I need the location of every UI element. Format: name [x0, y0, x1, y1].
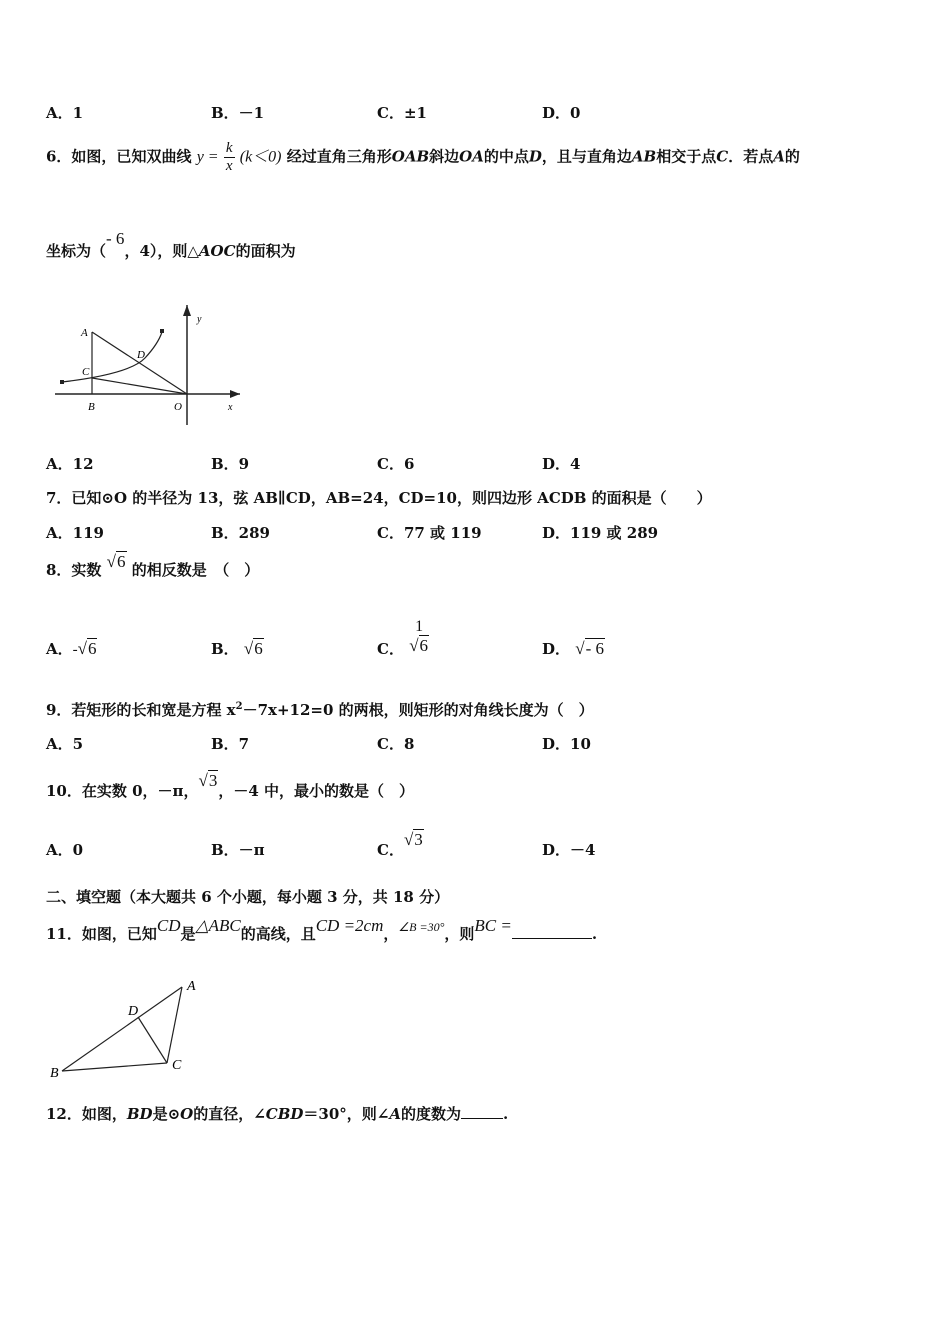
section2-title: 二、填空题（本大题共 6 个小题，每小题 3 分，共 18 分） [46, 888, 450, 906]
q12-mid2: 的直径，∠ [193, 1105, 266, 1123]
q6-curve-end-right [160, 329, 164, 333]
q10-option-a: A．0 [46, 841, 84, 859]
q8-option-b [211, 638, 264, 659]
q7-option-b: B．289 [211, 524, 270, 542]
q6-text-7: 的 [784, 147, 800, 166]
q8-option-d [542, 638, 605, 659]
q8-suffix: 的相反数是 （ ） [131, 561, 260, 579]
q6-segment-co [92, 378, 187, 394]
q8-c-sqrt: √6 [409, 636, 429, 655]
q6-option-d: D．4 [542, 455, 581, 473]
q11-shi: 是 [180, 925, 196, 943]
q5-option-b: B．－1 [211, 104, 265, 122]
q12-end: . [503, 1105, 509, 1123]
q12-bd: BD [126, 1105, 153, 1123]
q8-d-radicand: - 6 [585, 639, 605, 658]
q11-mid: 的高线，且 [240, 925, 316, 943]
q6-coord-rest: ，4），则△ [124, 242, 199, 260]
q11-bc: BC = [474, 916, 512, 935]
q6-intro: 6．如图，已知双曲线 [46, 147, 192, 166]
q6-aoc: AOC [198, 242, 236, 260]
q6-coord-x: - 6 [106, 229, 125, 248]
q6-ab: AB [631, 147, 657, 166]
q8-a-sqrt: √6 [77, 639, 97, 658]
q6-text-1: 经过直角三角形 [286, 147, 392, 166]
q12-mid1: 是⊙ [152, 1105, 181, 1123]
q6-text-4: ，且与直角边 [541, 147, 632, 166]
q8-b-radicand: 6 [254, 639, 263, 658]
q6-option-c: C．6 [377, 455, 415, 473]
q6-figure [50, 300, 250, 430]
q8-a-sign: - [72, 642, 78, 658]
q11-end: . [591, 925, 598, 943]
q8-a-label: A． [46, 640, 73, 658]
q6-y-arrow [183, 305, 191, 316]
q8-radicand: 6 [117, 552, 126, 571]
q10-c-label: C． [377, 841, 404, 859]
q12-a: A [389, 1105, 402, 1123]
q10-prefix: 10．在实数 0，－π， [46, 782, 199, 800]
q5-option-c: C．±1 [377, 104, 427, 122]
q10-option-c [377, 830, 424, 860]
q11-figure [46, 975, 216, 1085]
q6-x-arrow [230, 390, 240, 398]
q9-option-d: D．10 [542, 735, 591, 753]
q11-cd-eq: CD =2cm [315, 916, 384, 935]
q8-sqrt: √6 [106, 552, 126, 571]
q11-answer-blank[interactable] [512, 924, 592, 939]
q9-option-b: B．7 [211, 735, 250, 753]
q6-label-b: B [88, 401, 95, 413]
q8-c-label: C． [377, 640, 404, 658]
q6-formula-x: x [225, 158, 233, 174]
q11-label-a: A [187, 979, 196, 994]
q12-prefix: 12．如图， [46, 1105, 127, 1123]
q10-c-sqrt: √3 [403, 830, 423, 849]
q8-a-radicand: 6 [87, 639, 97, 658]
q7-option-a: A．119 [46, 524, 104, 542]
q6-label-c: C [82, 366, 90, 378]
q6-text-3: 的中点 [483, 147, 529, 166]
q10-option-b: B．－π [211, 841, 265, 859]
q6-c: C [716, 147, 729, 166]
q6-question-line1 [46, 140, 800, 175]
q6-a: A [773, 147, 785, 166]
q8-option-c [377, 618, 429, 656]
q9-superscript: 2 [235, 701, 243, 712]
q11-question [46, 916, 598, 944]
q5-option-a: A．1 [46, 104, 84, 122]
q11-then: ，则 [444, 925, 475, 943]
q6-option-b: B．9 [211, 455, 250, 473]
q9-suffix: －7x+12=0 的两根，则矩形的对角线长度为（ ） [242, 701, 594, 719]
q9-prefix: 9．若矩形的长和宽是方程 x [46, 701, 236, 719]
q11-cd: CD [156, 916, 181, 935]
q6-d: D [528, 147, 542, 166]
q6-formula-k: k [225, 140, 233, 156]
q6-text-6: ．若点 [728, 147, 774, 166]
q12-answer-blank[interactable] [461, 1104, 503, 1119]
q10-sqrt: √3 [198, 771, 218, 790]
q11-label-d: D [128, 1004, 139, 1019]
q8-b-sqrt: √6 [243, 639, 263, 658]
q8-c-radicand: 6 [419, 636, 429, 655]
q9-question [46, 699, 594, 720]
q6-formula-cond: (k＜0) [239, 148, 282, 166]
q6-formula-y: y = [196, 148, 219, 166]
q12-o: O [180, 1105, 194, 1123]
q6-label-a: A [81, 327, 88, 339]
q11-triangle: △ABC [195, 916, 241, 935]
q9-option-c: C．8 [377, 735, 415, 753]
q8-d-sqrt: √- 6 [575, 639, 605, 658]
q7-option-c: C．77 或 119 [377, 524, 482, 542]
q11-angle: ∠B =30° [398, 920, 445, 934]
q6-label-x: x [228, 402, 233, 413]
q11-label-c: C [172, 1058, 182, 1073]
q7-question: 7．已知⊙O 的半径为 13，弦 AB∥CD，AB=24，CD=10，则四边形 ACDB 的面积是（ ） [46, 489, 712, 507]
q11-segment-ac [167, 987, 182, 1063]
q6-question-line2 [46, 229, 296, 261]
q6-oa: OA [459, 147, 484, 166]
q11-prefix: 11．如图，已知 [46, 925, 157, 943]
q8-d-label: D． [542, 640, 571, 658]
q11-comma: ， [383, 925, 399, 943]
q10-suffix: ，－4 中，最小的数是（ ） [218, 782, 415, 800]
q7-option-d: D．119 或 289 [542, 524, 659, 542]
q10-radicand: 3 [208, 771, 218, 790]
q5-option-d: D．0 [542, 104, 581, 122]
q6-text-2: 斜边 [429, 147, 460, 166]
q11-segment-bc [62, 1063, 167, 1071]
q12-question [46, 1103, 508, 1124]
q6-oab: OAB [391, 147, 430, 166]
q6-line2-start: 坐标为（ [46, 242, 107, 260]
q6-formula-fraction [224, 140, 235, 175]
q8-c-numerator: 1 [415, 618, 424, 635]
q11-label-b: B [50, 1066, 59, 1081]
q6-hyperbola [62, 332, 162, 382]
q8-b-label: B． [211, 640, 239, 658]
q8-option-a [46, 638, 97, 659]
q11-segment-cd [138, 1017, 167, 1063]
q6-curve-end-left [60, 380, 64, 384]
q6-option-a: A．12 [46, 455, 94, 473]
q6-line2-end: 的面积为 [235, 242, 296, 260]
q10-question [46, 771, 415, 801]
q8-question [46, 552, 260, 580]
q10-c-radicand: 3 [414, 830, 423, 849]
q9-option-a: A．5 [46, 735, 84, 753]
q8-c-fraction [409, 618, 429, 656]
q10-option-d: D．－4 [542, 841, 596, 859]
q8-prefix: 8．实数 [46, 561, 102, 579]
q6-text-5: 相交于点 [656, 147, 717, 166]
q6-label-o: O [174, 401, 182, 413]
q12-mid4: 的度数为 [401, 1105, 462, 1123]
q6-label-d: D [137, 349, 145, 361]
q6-label-y: y [197, 314, 202, 325]
q12-mid3: ＝30°，则∠ [303, 1105, 390, 1123]
q12-cbd: CBD [265, 1105, 304, 1123]
